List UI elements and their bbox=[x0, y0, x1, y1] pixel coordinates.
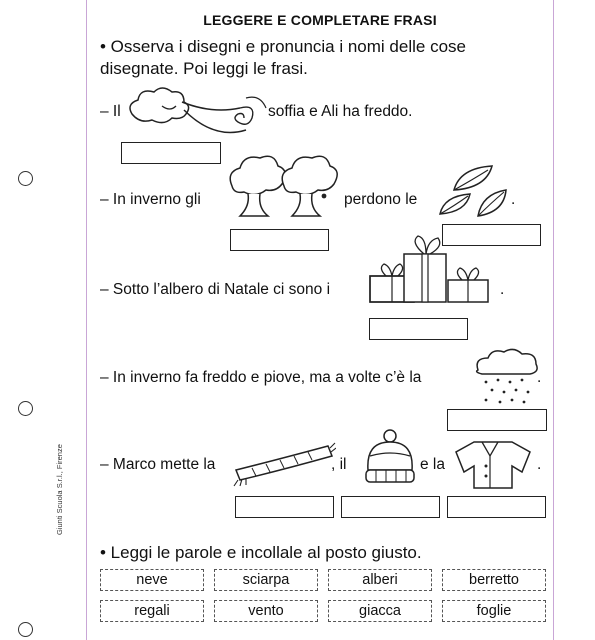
word-cutout[interactable]: regali bbox=[100, 600, 204, 622]
hat-icon bbox=[362, 428, 418, 488]
sentence-5-middle-2: e la bbox=[420, 456, 445, 473]
answer-box-gifts[interactable] bbox=[369, 318, 468, 340]
answer-box-snow[interactable] bbox=[447, 409, 547, 431]
binder-hole bbox=[18, 401, 33, 416]
sentence-4-end: . bbox=[537, 369, 542, 386]
sentence-5-end: . bbox=[537, 456, 542, 473]
answer-box-jacket[interactable] bbox=[447, 496, 546, 518]
word-cutout[interactable]: giacca bbox=[328, 600, 432, 622]
sentence-1-end: soffia e Ali ha freddo. bbox=[268, 103, 413, 120]
sentence-2-end: . bbox=[511, 191, 516, 208]
answer-box-wind[interactable] bbox=[121, 142, 221, 164]
wind-cloud-icon bbox=[122, 84, 272, 136]
word-cutout[interactable]: sciarpa bbox=[214, 569, 318, 591]
leaves-icon bbox=[436, 162, 512, 224]
word-cutout[interactable]: alberi bbox=[328, 569, 432, 591]
trees-icon bbox=[226, 152, 338, 224]
sentence-4-start: – In inverno fa freddo e piove, ma a volte c’è la bbox=[100, 369, 422, 386]
sentence-3-start: – Sotto l’albero di Natale ci sono i bbox=[100, 281, 331, 298]
publisher-credit: Giunti Scuola S.r.l., Firenze bbox=[55, 444, 64, 535]
word-cutout[interactable]: berretto bbox=[442, 569, 546, 591]
instruction-observe: • Osserva i disegni e pronuncia i nomi delle cose disegnate. Poi leggi le frasi. bbox=[100, 37, 466, 78]
sentence-5-start: – Marco mette la bbox=[100, 456, 216, 473]
sentence-3-end: . bbox=[500, 281, 505, 298]
snow-cloud-icon bbox=[472, 348, 544, 406]
jacket-icon bbox=[452, 436, 534, 490]
word-cutout[interactable]: foglie bbox=[442, 600, 546, 622]
page-title: LEGGERE E COMPLETARE FRASI bbox=[203, 12, 437, 28]
sentence-2-middle: perdono le bbox=[344, 191, 418, 208]
sentence-2-start: – In inverno gli bbox=[100, 191, 201, 208]
scarf-icon bbox=[232, 440, 336, 488]
gifts-icon bbox=[366, 234, 498, 306]
sentence-5-middle-1: , il bbox=[331, 456, 347, 473]
word-cutout[interactable]: vento bbox=[214, 600, 318, 622]
binder-hole bbox=[18, 171, 33, 186]
sentence-1-start: – Il bbox=[100, 103, 121, 120]
answer-box-scarf[interactable] bbox=[235, 496, 334, 518]
word-cutout[interactable]: neve bbox=[100, 569, 204, 591]
word-cutout-grid bbox=[100, 569, 546, 622]
instruction-paste: • Leggi le parole e incollale al posto giusto. bbox=[100, 543, 422, 562]
answer-box-trees[interactable] bbox=[230, 229, 329, 251]
answer-box-hat[interactable] bbox=[341, 496, 440, 518]
